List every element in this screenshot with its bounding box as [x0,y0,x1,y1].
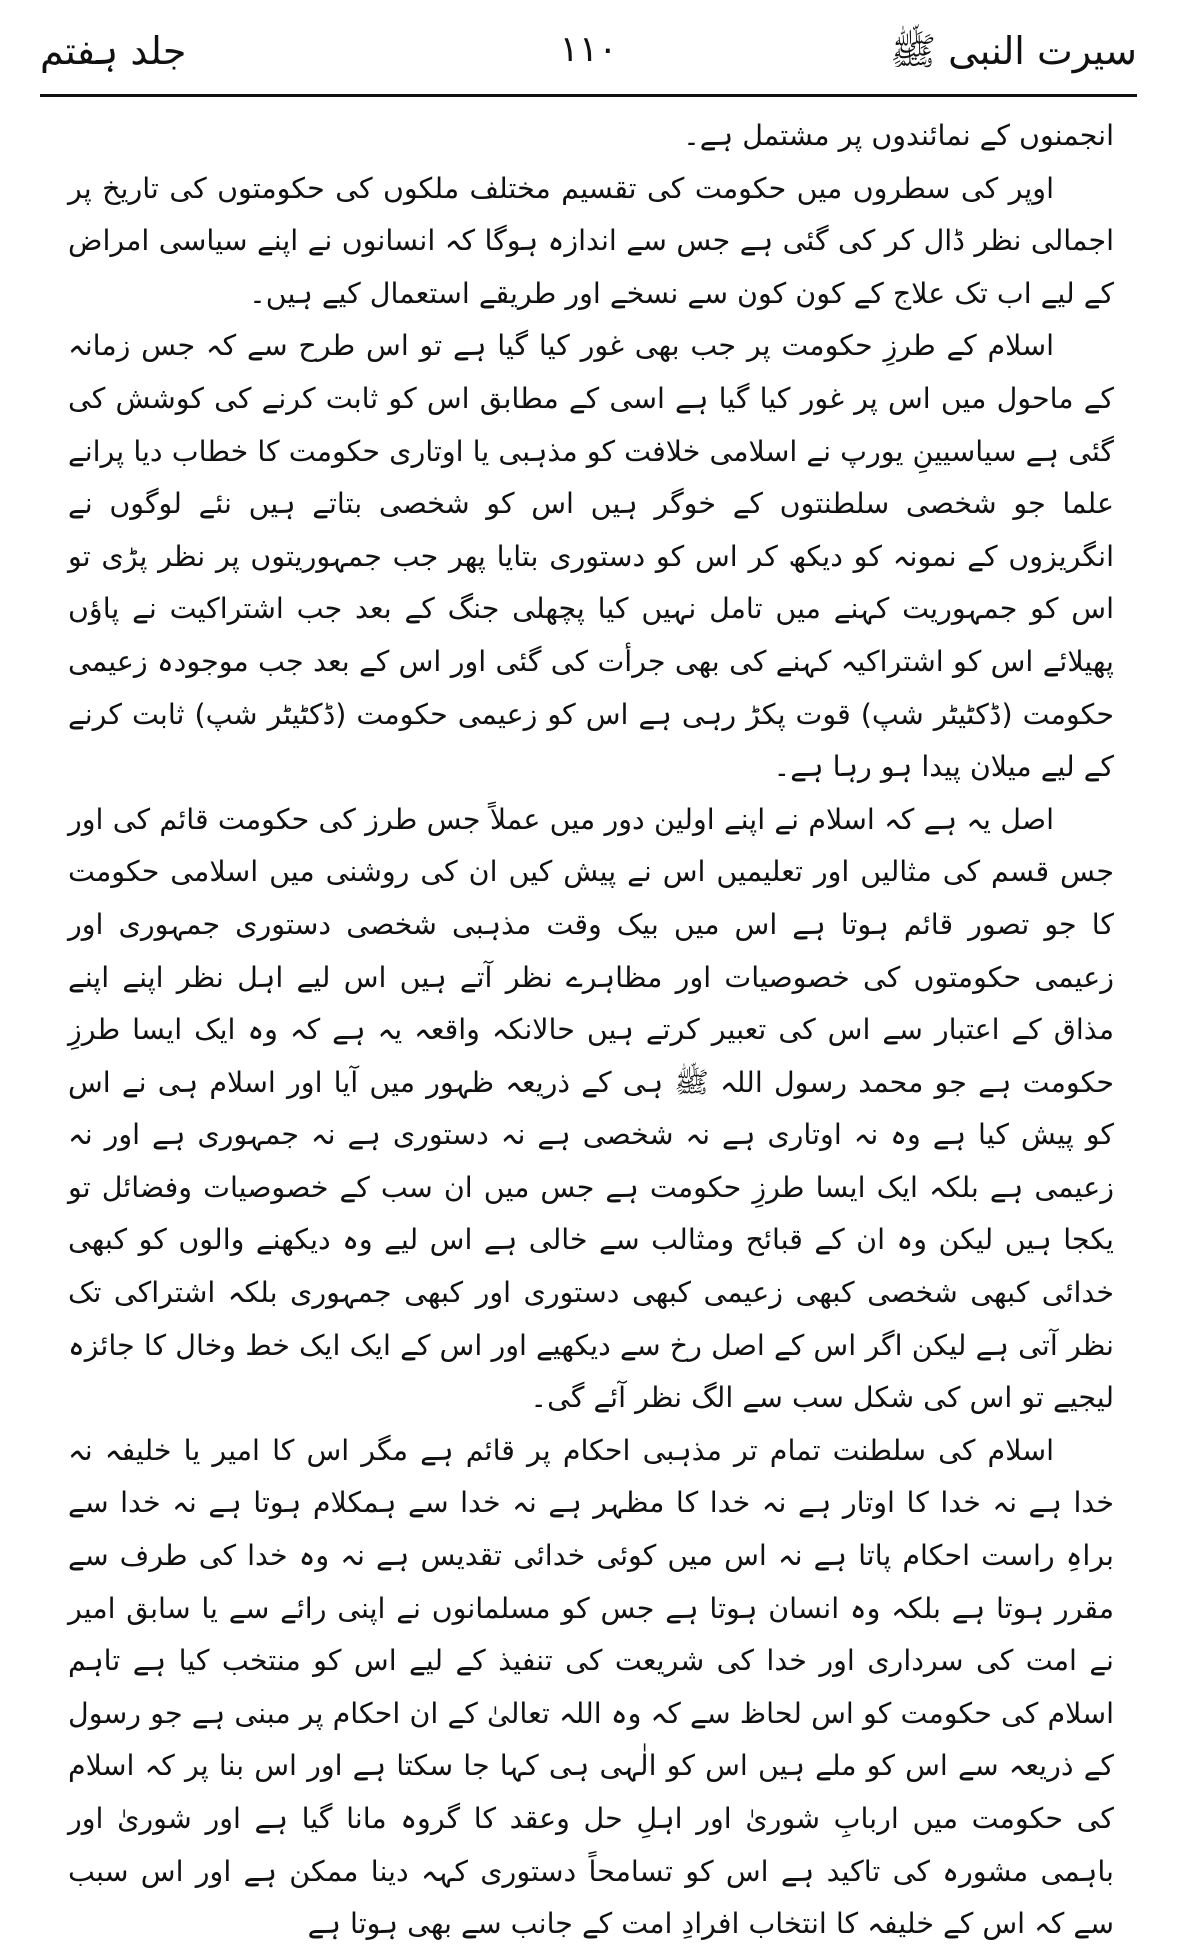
volume-label: جلد ہفتم [40,29,187,73]
page-body [68,110,1114,1951]
book-title: سیرت النبی ﷺ [890,29,1137,73]
paragraph-3: اسلام کے طرزِ حکومت پر جب بھی غور کیا گیا ہے تو اس طرح سے کہ جس زمانہ کے ماحول میں اس پر غور کیا گیا ہے اسی کے مطابق اس کو ثابت کرنے کی کوشش کی گئی ہے سیاسیینِ یورپ نے اسلامی خلافت کو مذہبی یا اوتاری حکومت کا خطاب دیا پرانے علما جو شخصی سلطنتوں کے خوگر ہیں اس کو شخصی بتاتے ہیں نئے لوگوں نے انگریزوں کے نمونہ کو دیکھ کر اس کو دستوری بتایا پھر جب جمہوریتوں پر نظر پڑی تو اس کو جمہوریت کہنے میں تامل نہیں کیا پچھلی جنگ کے بعد جب اشتراکیت نے پاؤں پھیلائے اس کو اشتراکیہ کہنے کی بھی جرأت کی گئی اور اس کے بعد جب موجودہ زعیمی حکومت (ڈکٹیٹر شپ) قوت پکڑ رہی ہے اس کو زعیمی حکومت (ڈکٹیٹر شپ) ثابت کرنے کے لیے میلان پیدا ہو رہا ہے۔ [68,329,1114,784]
page-header [40,20,1137,90]
header-divider [40,94,1137,97]
paragraph-5: اسلام کی سلطنت تمام تر مذہبی احکام پر قائم ہے مگر اس کا امیر یا خلیفہ نہ خدا ہے نہ خدا کا اوتار ہے نہ خدا کا مظہر ہے نہ خدا سے ہمکلام ہوتا ہے نہ خدا سے براہِ راست احکام پاتا ہے نہ اس میں کوئی خدائی تقدیس ہے نہ وہ خدا کی طرف سے مقرر ہوتا ہے بلکہ وہ انسان ہوتا ہے جس کو مسلمانوں نے اپنی رائے سے یا سابق امیر نے امت کی سرداری اور خدا کی شریعت کی تنفیذ کے لیے اس کو منتخب کیا ہے تاہم اسلام کی حکومت کو اس لحاظ سے کہ وہ اللہ تعالیٰ کے ان احکام پر مبنی ہے جو رسول کے ذریعہ سے اس کو ملے ہیں اس کو الٰہی ہی کہا جا سکتا ہے اور اس بنا پر کہ اسلام کی حکومت میں اربابِ شوریٰ اور اہلِ حل وعقد کا گروہ مانا گیا ہے اور شوریٰ اور باہمی مشورہ کی تاکید ہے اس کو تسامحاً دستوری کہہ دینا ممکن ہے اور اس سبب سے کہ اس کے خلیفہ کا انتخاب افرادِ امت کے جانب سے بھی ہوتا ہے [68,1433,1114,1941]
paragraph-2: اوپر کی سطروں میں حکومت کی تقسیم مختلف ملکوں کی حکومتوں کی تاریخ پر اجمالی نظر ڈال کر کی گئی ہے جس سے اندازہ ہوگا کہ انسانوں نے اپنے سیاسی امراض کے لیے اب تک علاج کے کون کون سے نسخے اور طریقے استعمال کیے ہیں۔ [68,171,1114,310]
paragraph-4: اصل یہ ہے کہ اسلام نے اپنے اولین دور میں عملاً جس طرز کی حکومت قائم کی اور جس قسم کی مثالیں اور تعلیمیں اس نے پیش کیں ان کی روشنی میں اسلامی حکومت کا جو تصور قائم ہوتا ہے اس میں بیک وقت مذہبی شخصی دستوری جمہوری اور زعیمی حکومتوں کی خصوصیات اور مظاہرے نظر آتے ہیں اس لیے اہل نظر اپنے اپنے مذاق کے اعتبار سے اس کی تعبیر کرتے ہیں حالانکہ واقعہ یہ ہے کہ وہ ایک ایسا طرزِ حکومت ہے جو محمد رسول اللہ ﷺ ہی کے ذریعہ ظہور میں آیا اور اسلام ہی نے اس کو پیش کیا ہے وہ نہ اوتاری ہے نہ شخصی ہے نہ دستوری ہے نہ جمہوری ہے اور نہ زعیمی ہے بلکہ ایک ایسا طرزِ حکومت ہے جس میں ان سب کے خصوصیات وفضائل تو یکجا ہیں لیکن وہ ان کے قبائح ومثالب سے خالی ہے اس لیے وہ دیکھنے والوں کو کبھی خدائی کبھی شخصی کبھی زعیمی کبھی دستوری اور کبھی جمہوری بلکہ اشتراکی تک نظر آتی ہے لیکن اگر اس کے اصل رخ سے دیکھیے اور اس کے ایک ایک خط وخال کا جائزہ لیجیے تو اس کی شکل سب سے الگ نظر آئے گی۔ [68,802,1114,1415]
paragraph-1: انجمنوں کے نمائندوں پر مشتمل ہے۔ [683,119,1114,152]
page-number: ۱۱۰ [559,29,618,70]
